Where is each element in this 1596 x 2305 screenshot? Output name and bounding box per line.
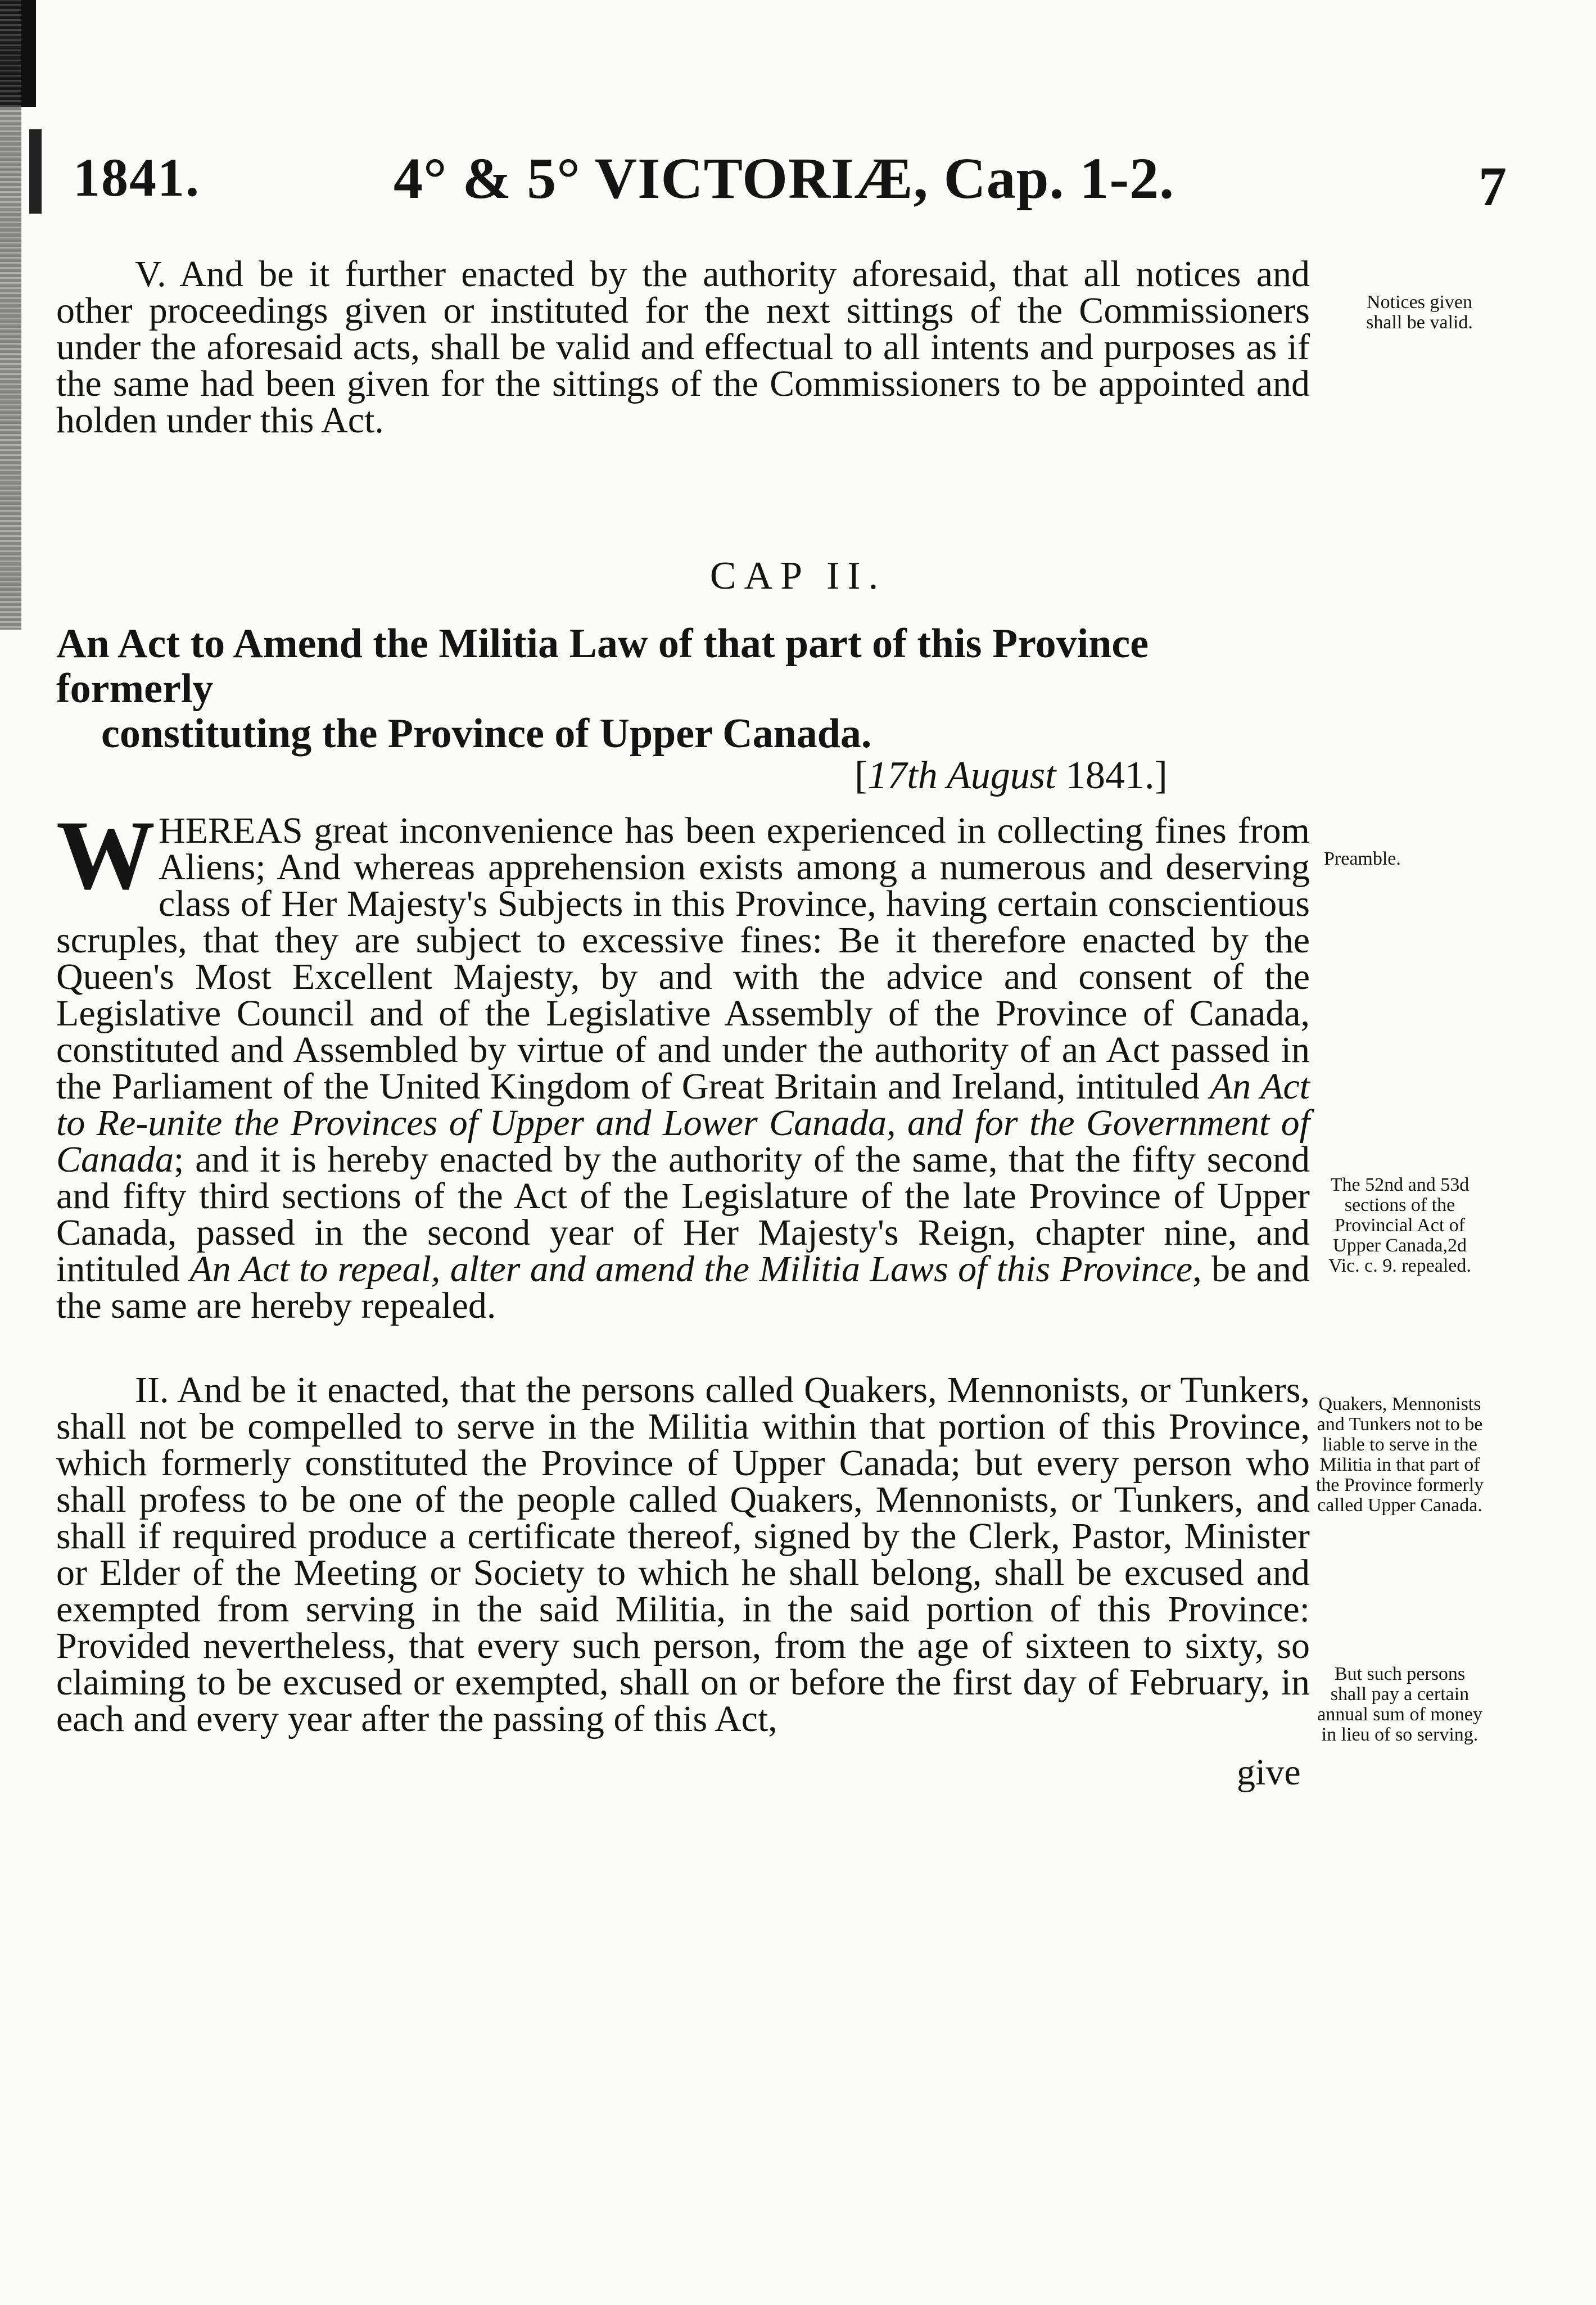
act-title bbox=[56, 621, 1310, 756]
preamble-text-1: HEREAS great inconvenience has been experienced in collecting fines from Aliens; And whereas apprehension exists among a numerous and deserving class of Her Majesty's Subjects in this Province, having certain conscientious scruples, that they are subject to excessive fines: Be it therefore enacted by the Queen's Most Excellent Majesty, by and with the advice and consent of the Legislative Council and of the Legislative Assembly of the Province of Canada, constituted and Assembled by virtue of and under the authority of an Act passed in the Parliament of the United Kingdom of Great Britain and Ireland, intituled bbox=[56, 810, 1310, 1107]
preamble-text-2: ; and it is hereby enacted by the authority of the same, that the fifty second and fifty third sections of the Act of the Legislature of the late Province of Upper Canada, passed in the second year of Her Majesty's Reign, chapter nine, and intituled bbox=[56, 1139, 1310, 1290]
chapter-heading: CAP II. bbox=[709, 554, 887, 598]
margin-note-exemption: Quakers, Mennonists and Tunkers not to be liable to serve in the Militia in that part of the Province formerly called Upper Canada. bbox=[1315, 1394, 1484, 1516]
catchword: give bbox=[1237, 1752, 1301, 1793]
act-title-line-2: constituting the Province of Upper Canada. bbox=[101, 711, 872, 757]
margin-note-payment: But such persons shall pay a certain annual sum of money in lieu of so serving. bbox=[1317, 1664, 1482, 1745]
assent-date bbox=[854, 753, 1168, 798]
preamble-italic-2: An Act to repeal, alter and amend the Militia Laws of this Province bbox=[189, 1249, 1193, 1290]
margin-note-repeal: The 52nd and 53d sections of the Provincial Act of Upper Canada,2d Vic. c. 9. repealed. bbox=[1328, 1174, 1471, 1276]
header-title: 4° & 5° VICTORIÆ, Cap. 1-2. bbox=[394, 146, 1175, 211]
preamble bbox=[56, 801, 1310, 1326]
section-v-text: V. And be it further enacted by the authority aforesaid, that all notices and other proceedings given or instituted for the next sittings of the Commissioners under the aforesaid acts, shall be valid and effectual to all intents and purposes as if the same had been given for the sittings of the Commissioners to be appointed and holden under this Act. bbox=[56, 254, 1310, 441]
margin-note-preamble: Preamble. bbox=[1324, 848, 1401, 869]
binding-mark bbox=[29, 129, 42, 214]
preamble-text-3: , be and the same are hereby repealed. bbox=[56, 1249, 1310, 1326]
margin-note-notices: Notices given shall be valid. bbox=[1366, 292, 1473, 333]
date-day: 17th August bbox=[867, 754, 1056, 797]
running-head bbox=[73, 141, 1512, 219]
preamble-text bbox=[56, 801, 1310, 1326]
date-open: [ bbox=[854, 754, 868, 797]
section-ii-text: II. And be it enacted, that the persons called Quakers, Mennonists, or Tunkers, shall not be compelled to serve in the Militia within that portion of this Province, which formerly constituted the Province of Upper Canada; but every person who shall profess to be one of the people called Quakers, Mennonists, or Tunkers, and shall if required produce a certificate thereof, signed by the Clerk, Pastor, Minister or Elder of the Meeting or Society to which he shall belong, shall be excused and exempted from serving in the said Militia, in the said portion of this Province: Provided nevertheless, that every such person, from the age of sixteen to sixty, so claiming to be excused or exempted, shall on or before the first day of February, in each and every year after the passing of this Act, bbox=[56, 1370, 1310, 1739]
header-year: 1841. bbox=[73, 147, 200, 207]
preamble-italic-1: An Act to Re-unite the Provinces of Upper and Lower Canada, and for the Government of Canada bbox=[56, 1066, 1310, 1180]
drop-cap: W bbox=[56, 801, 155, 910]
section-v bbox=[56, 256, 1310, 439]
act-title-line-1: An Act to Amend the Militia Law of that part of this Province formerly bbox=[56, 621, 1149, 712]
binding-edge-shadow bbox=[0, 0, 21, 630]
page-number: 7 bbox=[1479, 155, 1507, 218]
section-ii bbox=[56, 1372, 1310, 1737]
date-year: 1841.] bbox=[1056, 754, 1168, 797]
